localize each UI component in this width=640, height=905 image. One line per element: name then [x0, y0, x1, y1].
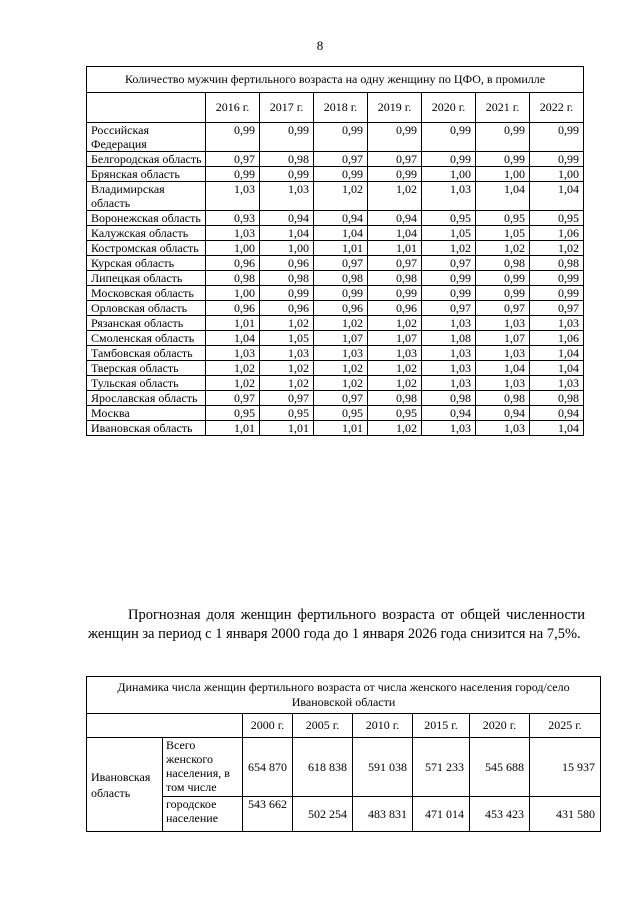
- ratio-value: 0,93: [206, 211, 260, 226]
- ratio-value: 1,01: [206, 316, 260, 331]
- ratio-value: 0,97: [368, 256, 422, 271]
- region-name: Брянская область: [87, 167, 206, 182]
- ratio-value: 0,99: [260, 123, 314, 152]
- population-value: 545 688: [470, 738, 530, 797]
- population-value: 483 831: [353, 797, 413, 832]
- ratio-value: 0,97: [368, 152, 422, 167]
- region-name: Российская Федерация: [87, 123, 206, 152]
- table1-row: [87, 226, 584, 241]
- table1-row: [87, 211, 584, 226]
- table1-row: [87, 346, 584, 361]
- ratio-value: 1,02: [206, 376, 260, 391]
- ratio-value: 1,00: [206, 286, 260, 301]
- table1-row: [87, 286, 584, 301]
- ratio-value: 1,00: [206, 241, 260, 256]
- ratio-value: 0,96: [206, 301, 260, 316]
- ratio-value: 0,96: [314, 301, 368, 316]
- ratio-value: 0,98: [530, 256, 584, 271]
- ratio-value: 0,99: [314, 286, 368, 301]
- table1-row: [87, 301, 584, 316]
- ratio-value: 1,04: [260, 226, 314, 241]
- ratio-value: 1,04: [530, 182, 584, 211]
- ratio-value: 1,05: [260, 331, 314, 346]
- ratio-value: 0,99: [368, 167, 422, 182]
- ratio-value: 0,95: [206, 406, 260, 421]
- table1-caption: Количество мужчин фертильного возраста на одну женщину по ЦФО, в промилле: [87, 67, 584, 93]
- table1-year-header: 2019 г.: [368, 93, 422, 123]
- table1-year-header: 2018 г.: [314, 93, 368, 123]
- table1-row: [87, 331, 584, 346]
- ratio-value: 1,02: [260, 316, 314, 331]
- ratio-value: 0,97: [206, 152, 260, 167]
- ratio-value: 1,03: [476, 376, 530, 391]
- ratio-value: 0,99: [476, 152, 530, 167]
- ratio-value: 0,99: [368, 123, 422, 152]
- table2-year-header: 2020 г.: [470, 714, 530, 738]
- ratio-value: 1,02: [368, 361, 422, 376]
- ratio-value: 1,03: [206, 182, 260, 211]
- ratio-value: 0,96: [260, 301, 314, 316]
- ratio-value: 1,01: [314, 421, 368, 436]
- ratio-value: 1,06: [530, 331, 584, 346]
- ratio-value: 0,99: [422, 152, 476, 167]
- table1-row: [87, 391, 584, 406]
- ratio-value: 1,03: [422, 346, 476, 361]
- region-name: Смоленская область: [87, 331, 206, 346]
- page-number: 8: [316, 38, 324, 53]
- ratio-value: 0,96: [260, 256, 314, 271]
- ratio-value: 1,04: [314, 226, 368, 241]
- region-name: Воронежская область: [87, 211, 206, 226]
- table2-year-header: 2015 г.: [413, 714, 470, 738]
- ratio-value: 0,95: [368, 406, 422, 421]
- ratio-value: 1,02: [422, 241, 476, 256]
- region-name: Курская область: [87, 256, 206, 271]
- ratio-value: 1,00: [476, 167, 530, 182]
- population-value: 618 838: [293, 738, 353, 797]
- ratio-value: 0,99: [476, 286, 530, 301]
- ratio-value: 1,02: [476, 241, 530, 256]
- region-name: Владимирская область: [87, 182, 206, 211]
- table2-caption: Динамика числа женщин фертильного возраста от числа женского населения город/село Ивановской области: [87, 677, 601, 714]
- ratio-value: 0,96: [206, 256, 260, 271]
- table1-year-header: 2021 г.: [476, 93, 530, 123]
- ratio-value: 0,97: [530, 301, 584, 316]
- table2-row: [87, 797, 601, 832]
- ratio-value: 0,97: [314, 391, 368, 406]
- ratio-value: 1,03: [260, 182, 314, 211]
- ratio-value: 0,98: [206, 271, 260, 286]
- region-name: Орловская область: [87, 301, 206, 316]
- ratio-value: 0,98: [368, 391, 422, 406]
- ratio-value: 1,01: [314, 241, 368, 256]
- population-value: 15 937: [530, 738, 601, 797]
- table1-row: [87, 316, 584, 331]
- ratio-value: 0,99: [422, 271, 476, 286]
- ratio-value: 0,98: [476, 256, 530, 271]
- table1-year-header: 2016 г.: [206, 93, 260, 123]
- table1-row: [87, 167, 584, 182]
- population-value: 502 254: [293, 797, 353, 832]
- ratio-value: 0,98: [260, 152, 314, 167]
- ratio-value: 0,99: [476, 271, 530, 286]
- ratio-value: 0,95: [476, 211, 530, 226]
- ratio-value: 1,04: [206, 331, 260, 346]
- ratio-value: 1,00: [422, 167, 476, 182]
- ratio-value: 0,99: [206, 123, 260, 152]
- ratio-value: 1,02: [260, 361, 314, 376]
- ratio-value: 1,02: [314, 182, 368, 211]
- ratio-value: 1,02: [314, 376, 368, 391]
- population-value: 654 870: [243, 738, 293, 797]
- ratio-value: 0,99: [314, 123, 368, 152]
- ratio-value: 0,98: [530, 391, 584, 406]
- ratio-value: 0,98: [476, 391, 530, 406]
- ratio-value: 0,94: [260, 211, 314, 226]
- table1-year-header: 2022 г.: [530, 93, 584, 123]
- ratio-value: 0,98: [260, 271, 314, 286]
- ratio-value: 0,97: [476, 301, 530, 316]
- ratio-value: 1,07: [476, 331, 530, 346]
- population-value: 431 580: [530, 797, 601, 832]
- ratio-value: 0,97: [314, 256, 368, 271]
- ratio-value: 1,03: [368, 346, 422, 361]
- ratio-value: 1,01: [206, 421, 260, 436]
- ratio-value: 1,04: [476, 361, 530, 376]
- ratio-value: 0,99: [476, 123, 530, 152]
- ratio-value: 0,94: [314, 211, 368, 226]
- ratio-value: 0,96: [368, 301, 422, 316]
- table1-row: [87, 421, 584, 436]
- ratio-value: 0,99: [530, 123, 584, 152]
- ratio-value: 0,95: [530, 211, 584, 226]
- ratio-value: 0,98: [368, 271, 422, 286]
- ratio-value: 1,00: [530, 167, 584, 182]
- ratio-value: 0,99: [530, 286, 584, 301]
- table1-row: [87, 271, 584, 286]
- region-name: Ивановская область: [87, 738, 163, 832]
- region-name: Ярославская область: [87, 391, 206, 406]
- ratio-value: 1,06: [530, 226, 584, 241]
- table1-row: [87, 123, 584, 152]
- ratio-value: 1,00: [260, 241, 314, 256]
- ratio-value: 1,03: [260, 346, 314, 361]
- table1-row: [87, 406, 584, 421]
- ratio-value: 0,94: [422, 406, 476, 421]
- ratio-value: 1,02: [368, 421, 422, 436]
- ratio-value: 1,07: [314, 331, 368, 346]
- ratio-value: 1,02: [530, 241, 584, 256]
- fertile-women-dynamics-table: [86, 676, 601, 832]
- ratio-value: 1,03: [422, 376, 476, 391]
- ratio-value: 0,99: [422, 123, 476, 152]
- ratio-value: 1,05: [422, 226, 476, 241]
- ratio-value: 0,99: [530, 271, 584, 286]
- ratio-value: 1,03: [530, 376, 584, 391]
- region-name: Московская область: [87, 286, 206, 301]
- ratio-value: 0,95: [422, 211, 476, 226]
- region-name: Калужская область: [87, 226, 206, 241]
- ratio-value: 1,03: [206, 346, 260, 361]
- population-value: 543 662: [243, 797, 293, 832]
- region-name: Белгородская область: [87, 152, 206, 167]
- table1-year-header: 2020 г.: [422, 93, 476, 123]
- ratio-value: 1,02: [368, 182, 422, 211]
- ratio-value: 1,04: [530, 421, 584, 436]
- table2-year-header: 2025 г.: [530, 714, 601, 738]
- table2-year-header: 2000 г.: [243, 714, 293, 738]
- ratio-value: 0,99: [422, 286, 476, 301]
- ratio-value: 0,94: [368, 211, 422, 226]
- ratio-value: 1,05: [476, 226, 530, 241]
- region-name: Ивановская область: [87, 421, 206, 436]
- ratio-value: 0,98: [422, 391, 476, 406]
- ratio-value: 0,99: [260, 286, 314, 301]
- ratio-value: 0,98: [314, 271, 368, 286]
- table2-corner-cell: [87, 714, 243, 738]
- ratio-value: 0,99: [530, 152, 584, 167]
- population-value: 591 038: [353, 738, 413, 797]
- table1-corner-cell: [87, 93, 206, 123]
- table2-year-header: 2005 г.: [293, 714, 353, 738]
- table2-year-header: 2010 г.: [353, 714, 413, 738]
- ratio-value: 1,03: [476, 316, 530, 331]
- ratio-value: 1,04: [476, 182, 530, 211]
- ratio-value: 1,01: [368, 241, 422, 256]
- ratio-value: 0,97: [422, 256, 476, 271]
- ratio-value: 1,04: [530, 361, 584, 376]
- forecast-paragraph: [88, 606, 585, 644]
- ratio-value: 1,02: [314, 361, 368, 376]
- ratio-value: 1,01: [260, 421, 314, 436]
- region-name: Тульская область: [87, 376, 206, 391]
- table1-year-header: 2017 г.: [260, 93, 314, 123]
- ratio-value: 0,97: [206, 391, 260, 406]
- ratio-value: 0,99: [260, 167, 314, 182]
- population-value: 471 014: [413, 797, 470, 832]
- ratio-value: 1,03: [422, 182, 476, 211]
- ratio-value: 1,03: [476, 346, 530, 361]
- table1-row: [87, 241, 584, 256]
- ratio-value: 1,08: [422, 331, 476, 346]
- ratio-value: 0,99: [368, 286, 422, 301]
- ratio-value: 1,02: [206, 361, 260, 376]
- ratio-value: 0,95: [260, 406, 314, 421]
- population-value: 453 423: [470, 797, 530, 832]
- table1-row: [87, 361, 584, 376]
- table1-row: [87, 376, 584, 391]
- ratio-value: 1,03: [476, 421, 530, 436]
- ratio-value: 1,03: [422, 421, 476, 436]
- ratio-value: 0,97: [422, 301, 476, 316]
- population-category: городское население: [163, 797, 243, 832]
- ratio-value: 0,99: [314, 167, 368, 182]
- population-category: Всего женского населения, в том числе: [163, 738, 243, 797]
- ratio-value: 1,04: [530, 346, 584, 361]
- ratio-value: 0,94: [476, 406, 530, 421]
- region-name: Москва: [87, 406, 206, 421]
- region-name: Рязанская область: [87, 316, 206, 331]
- region-name: Тверская область: [87, 361, 206, 376]
- ratio-value: 0,94: [530, 406, 584, 421]
- population-value: 571 233: [413, 738, 470, 797]
- table1-row: [87, 256, 584, 271]
- ratio-value: 0,95: [314, 406, 368, 421]
- men-per-woman-table: [86, 66, 584, 436]
- ratio-value: 1,03: [206, 226, 260, 241]
- ratio-value: 1,03: [314, 346, 368, 361]
- ratio-value: 1,03: [422, 316, 476, 331]
- ratio-value: 1,02: [260, 376, 314, 391]
- ratio-value: 1,03: [530, 316, 584, 331]
- ratio-value: 1,04: [368, 226, 422, 241]
- table1-row: [87, 152, 584, 167]
- ratio-value: 1,02: [368, 316, 422, 331]
- ratio-value: 1,03: [422, 361, 476, 376]
- table2-row: [87, 738, 601, 797]
- table1-row: [87, 182, 584, 211]
- region-name: Тамбовская область: [87, 346, 206, 361]
- ratio-value: 0,99: [206, 167, 260, 182]
- ratio-value: 1,07: [368, 331, 422, 346]
- ratio-value: 0,97: [314, 152, 368, 167]
- ratio-value: 1,02: [368, 376, 422, 391]
- region-name: Липецкая область: [87, 271, 206, 286]
- ratio-value: 1,02: [314, 316, 368, 331]
- ratio-value: 0,97: [260, 391, 314, 406]
- region-name: Костромская область: [87, 241, 206, 256]
- forecast-text: Прогнозная доля женщин фертильного возраста от общей численности женщин за период с 1 января 2000 года до 1 января 2026 года снизится на 7,5%.: [88, 607, 585, 642]
